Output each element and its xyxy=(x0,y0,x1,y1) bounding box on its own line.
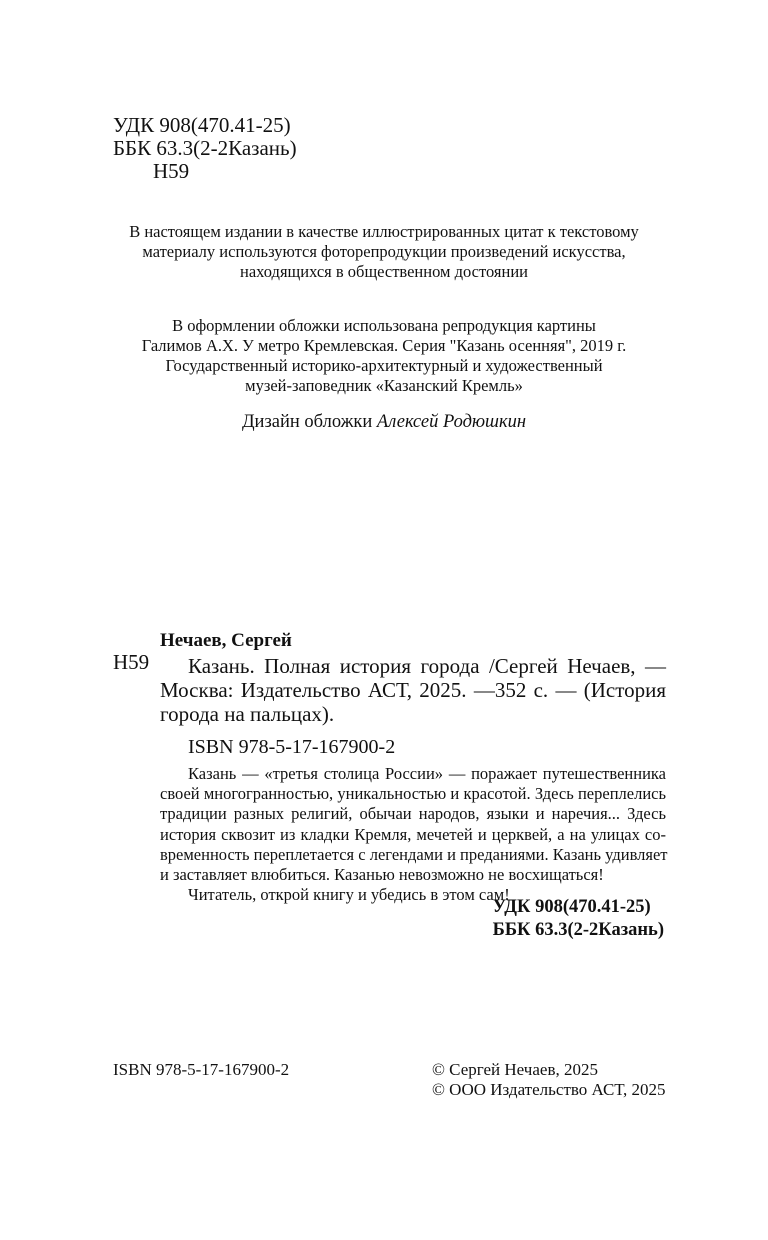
cover-credit xyxy=(0,316,768,396)
copyright-line: © Сергей Нечаев, 2025 xyxy=(432,1060,598,1079)
annotation-line: Читатель, открой книгу и убедись в этом сам! xyxy=(188,885,510,905)
description-line: Москва: Издательство АСТ, 2025. —352 с. — (История xyxy=(160,678,666,702)
illustration-notice xyxy=(0,222,768,282)
annotation-line: своей многогранностью, уникальностью и красотой. Здесь переплелись xyxy=(160,784,666,804)
udk-code: УДК 908(470.41-25) xyxy=(492,897,651,917)
annotation-line: Казань — «третья столица России» — поражает путешественника xyxy=(188,764,666,783)
cover-credit-line: Галимов А.Х. У метро Кремлевская. Серия "Казань осенняя", 2019 г. xyxy=(141,336,627,355)
classification-top xyxy=(113,114,297,183)
designer-name: Алексей Родюшкин xyxy=(376,412,527,432)
isbn: ISBN 978-5-17-167900-2 xyxy=(188,736,396,758)
annotation-line: и заставляет влюбиться. Казанью невозможно не восхищаться! xyxy=(160,865,604,885)
bbk-code: ББК 63.3(2-2Казань) xyxy=(492,920,664,940)
footer-isbn: ISBN 978-5-17-167900-2 xyxy=(113,1060,290,1079)
notice-line: В настоящем издании в качестве иллюстрированных цитат к текстовому xyxy=(129,222,639,241)
notice-line: материалу используются фоторепродукции произведений искусства, xyxy=(142,242,626,261)
description-line: Казань. Полная история города /Сергей Нечаев, — xyxy=(188,654,666,678)
annotation-line: традиции разных религий, обычаи народов, языки и наречия... Здесь xyxy=(160,804,666,824)
author-mark: Н59 xyxy=(153,159,190,183)
bibliographic-description xyxy=(160,654,666,726)
author-heading: Нечаев, Сергей xyxy=(160,630,292,651)
annotation-line: временность переплетается с легендами и преданиями. Казань удивляет xyxy=(160,844,668,864)
cover-credit-line: Государственный историко-архитектурный и художественный xyxy=(165,356,603,375)
copyright-line: © ООО Издательство АСТ, 2025 xyxy=(432,1080,666,1099)
notice-line: находящихся в общественном достоянии xyxy=(240,262,528,281)
cover-credit-line: В оформлении обложки использована репродукция картины xyxy=(172,316,596,335)
cover-credit-line: музей-заповедник «Казанский Кремль» xyxy=(245,376,523,395)
author-mark-bibliographic: Н59 xyxy=(113,650,150,674)
udk-code: УДК 908(470.41-25) xyxy=(113,113,291,137)
design-credit xyxy=(0,412,768,432)
annotation-line: история сквозит из кладки Кремля, мечетей и церквей, а на улицах со- xyxy=(160,824,666,844)
design-credit-label: Дизайн обложки xyxy=(241,412,373,432)
copyright xyxy=(432,1060,665,1100)
description-line: города на пальцах). xyxy=(160,702,335,726)
bbk-code: ББК 63.3(2-2Казань) xyxy=(113,136,297,160)
annotation xyxy=(160,764,666,905)
classification-bottom xyxy=(493,896,664,942)
